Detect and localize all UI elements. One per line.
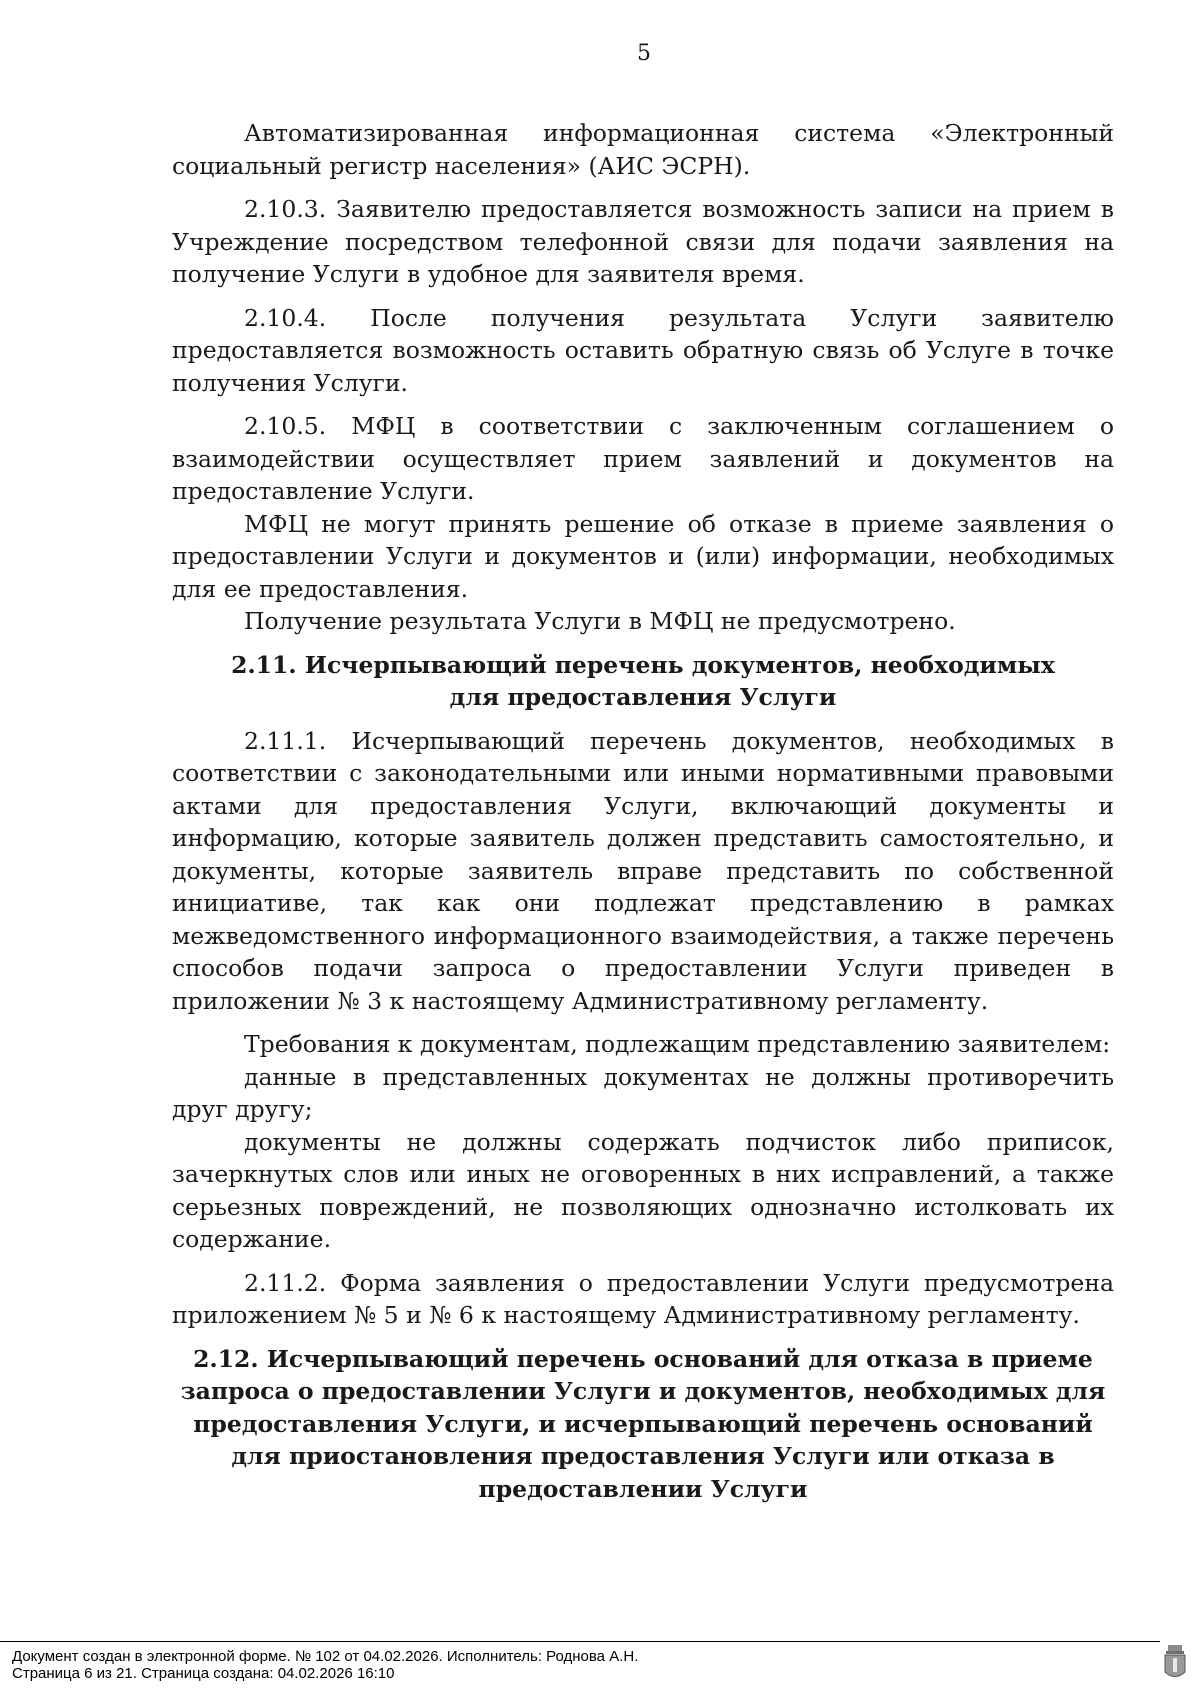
paragraph-2-10-5: 2.10.5. МФЦ в соответствии с заключенным соглашением о взаимодействии осуществляет прием заявлений и документов на предоставление Услуги.	[172, 412, 1114, 505]
paragraph-2-11-2: 2.11.2. Форма заявления о предоставлении Услуги предусмотрена приложением № 5 и № 6 к настоящему Административному регламенту.	[172, 1268, 1114, 1329]
section-heading-2-11: 2.11. Исчерпывающий перечень документов, необходимых для предоставления Услуги	[231, 650, 1055, 711]
paragraph-mfc-result: Получение результата Услуги в МФЦ не предусмотрено.	[244, 607, 956, 635]
paragraph-mfc-refusal: МФЦ не могут принять решение об отказе в приеме заявления о предоставлении Услуги и документов и (или) информации, необходимых для ее предоставления.	[172, 509, 1114, 603]
paragraph-requirements: Требования к документам, подлежащим представлению заявителем:	[244, 1030, 1111, 1058]
paragraph-requirement-2: документы не должны содержать подчисток либо приписок, зачеркнутых слов или иных не оговоренных в них исправлений, а также серьезных повреждений, не позволяющих однозначно истолковать их содержание.	[172, 1127, 1114, 1253]
paragraph-aisesrn: Автоматизированная информационная система «Электронный социальный регистр населения» (АИС ЭСРН).	[172, 119, 1114, 180]
footer	[12, 1648, 638, 1682]
paragraph-2-10-3: 2.10.3. Заявителю предоставляется возможность записи на прием в Учреждение посредством телефонной связи для подачи заявления на получение Услуги в удобное для заявителя время.	[172, 195, 1114, 288]
page-number: 5	[637, 41, 651, 66]
footer-line-document: Документ создан в электронной форме. № 102 от 04.02.2026. Исполнитель: Роднова А.Н.	[12, 1648, 639, 1665]
paragraph-requirement-1: данные в представленных документах не должны противоречить друг другу;	[172, 1062, 1114, 1123]
document-body	[172, 117, 1114, 1505]
paragraph-2-10-4: 2.10.4. После получения результата Услуги заявителю предоставляется возможность оставить обратную связь об Услуге в точке получения Услуги.	[172, 303, 1114, 397]
section-heading-2-12: 2.12. Исчерпывающий перечень оснований для отказа в приеме запроса о предоставлении Услуги и документов, необходимых для предоставления Услуги, и исчерпывающий перечень оснований для приостановления предоставления Услуги или отказа в предоставлении Услуги	[180, 1344, 1106, 1503]
footer-divider	[0, 1641, 1160, 1642]
footer-line-page: Страница 6 из 21. Страница создана: 04.02.2026 16:10	[12, 1665, 395, 1682]
paragraph-2-11-1: 2.11.1. Исчерпывающий перечень документов, необходимых в соответствии с законодательными или иными нормативными правовыми актами для предоставления Услуги, включающий документы и информацию, которые заявитель должен представить самостоятельно, и документы, которые заявитель вправе представить по собственной инициативе, так как они подлежат представлению в рамках межведомственного информационного взаимодействия, а также перечень способов подачи запроса о предоставлении Услуги приведен в приложении № 3 к настоящему Административному регламенту.	[172, 726, 1114, 1015]
coat-of-arms-icon	[1162, 1644, 1188, 1682]
